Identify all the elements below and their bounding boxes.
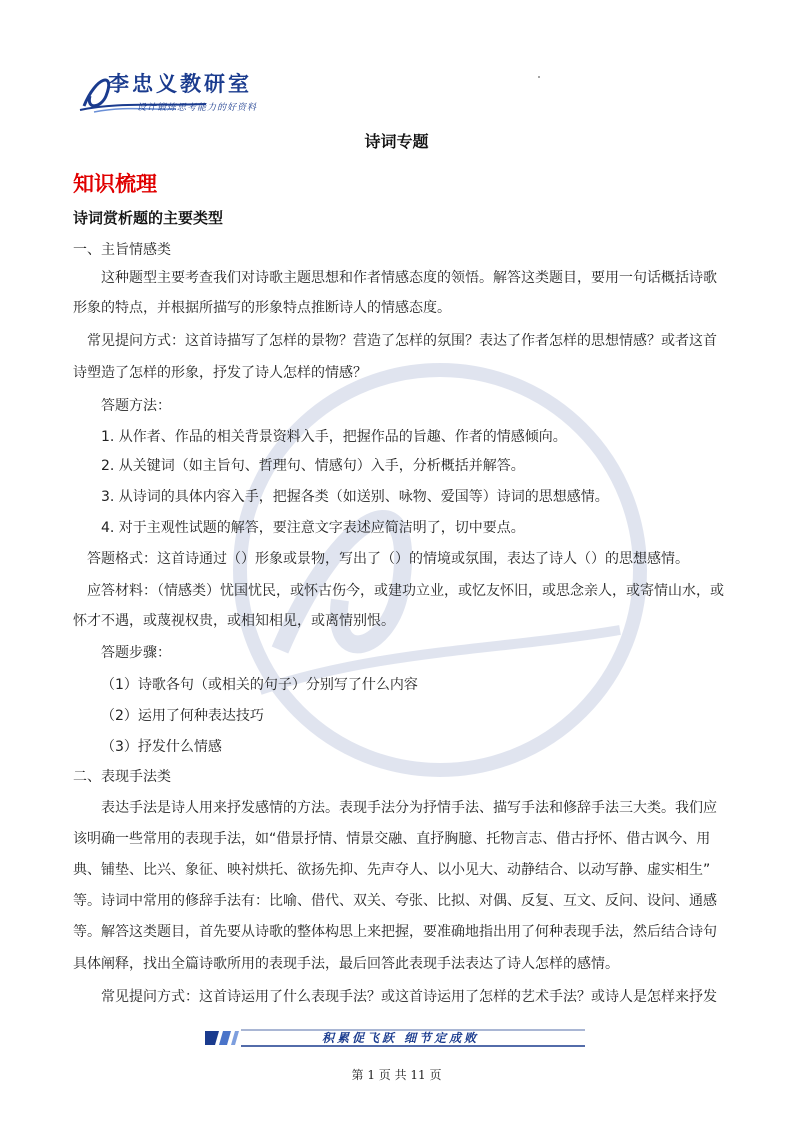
part1-heading: 一、主旨情感类 bbox=[73, 242, 171, 258]
step-item: （1）诗歌各句（或相关的句子）分别写了什么内容 bbox=[101, 677, 418, 693]
paragraph-line: 这种题型主要考查我们对诗歌主题思想和作者情感态度的领悟。解答这类题目，要用一句话概括诗歌 bbox=[101, 270, 717, 286]
paragraph-line: 诗塑造了怎样的形象，抒发了诗人怎样的情感？ bbox=[73, 365, 367, 381]
paragraph-line: 该明确一些常用的表现手法，如“借景抒情、情景交融、直抒胸臆、托物言志、借古抒怀、借古讽今、用 bbox=[73, 831, 711, 847]
paragraph-line: 形象的特点，并根据所描写的形象特点推断诗人的情感态度。 bbox=[73, 300, 451, 316]
paragraph-line: 典、铺垫、比兴、象征、映衬烘托、欲扬先抑、先声夺人、以小见大、动静结合、以动写静、虚实相生” bbox=[73, 862, 711, 878]
logo-title: 李忠义教研室 bbox=[108, 71, 252, 96]
page-number: 第 1 页 共 11 页 bbox=[351, 1068, 442, 1082]
method-item: 3. 从诗词的具体内容入手，把握各类（如送别、咏物、爱国等）诗词的思想感情。 bbox=[101, 489, 609, 505]
paragraph-line: 具体阐释，找出全篇诗歌所用的表现手法，最后回答此表现手法表达了诗人怎样的感情。 bbox=[73, 956, 619, 972]
paragraph-line: 怀才不遇，或蔑视权贵，或相知相见，或离情别恨。 bbox=[73, 613, 395, 629]
answer-format: 答题格式：这首诗通过（）形象或景物，写出了（）的情境或氛围，表达了诗人（）的思想感情。 bbox=[87, 551, 689, 567]
part2-heading: 二、表现手法类 bbox=[73, 769, 171, 785]
decorative-dot bbox=[538, 76, 540, 78]
logo-subtitle: 设计锻炼思考能力的好资料 bbox=[137, 103, 258, 113]
step-item: （2）运用了何种表达技巧 bbox=[101, 708, 264, 724]
paragraph-line: 常见提问方式：这首诗描写了怎样的景物？营造了怎样的氛围？表达了作者怎样的思想情感？或者这首 bbox=[87, 333, 717, 349]
footer-slogan: 积累促飞跃 细节定成败 bbox=[322, 1031, 480, 1045]
paragraph-line: 等。诗词中常用的修辞手法有：比喻、借代、双关、夸张、比拟、对偶、反复、互文、反问、设问、通感 bbox=[73, 893, 717, 909]
section-subtitle: 诗词赏析题的主要类型 bbox=[73, 209, 224, 227]
page-title: 诗词专题 bbox=[364, 132, 429, 151]
paragraph-line: 常见提问方式：这首诗运用了什么表现手法？或这首诗运用了怎样的艺术手法？或诗人是怎样来抒发 bbox=[101, 989, 717, 1005]
paragraph-line: 应答材料：（情感类）忧国忧民，或怀古伤今，或建功立业，或忆友怀旧，或思念亲人，或寄情山水，或 bbox=[87, 583, 724, 599]
method-item: 2. 从关键词（如主旨句、哲理句、情感句）入手，分析概括并解答。 bbox=[101, 458, 525, 474]
method-label: 答题方法： bbox=[101, 398, 171, 414]
watermark-logo-icon bbox=[220, 350, 660, 790]
method-item: 4. 对于主观性试题的解答，要注意文字表述应简洁明了，切中要点。 bbox=[101, 520, 525, 536]
steps-label: 答题步骤： bbox=[101, 645, 171, 661]
paragraph-line: 表达手法是诗人用来抒发感情的方法。表现手法分为抒情手法、描写手法和修辞手法三大类。我们应 bbox=[101, 800, 717, 816]
paragraph-line: 等。解答这类题目，首先要从诗歌的整体构思上来把握，要准确地指出用了何种表现手法，然后结合诗句 bbox=[73, 924, 717, 940]
section-title: 知识梳理 bbox=[73, 172, 157, 196]
step-item: （3）抒发什么情感 bbox=[101, 739, 222, 755]
method-item: 1. 从作者、作品的相关背景资料入手，把握作品的旨趣、作者的情感倾向。 bbox=[101, 429, 567, 445]
